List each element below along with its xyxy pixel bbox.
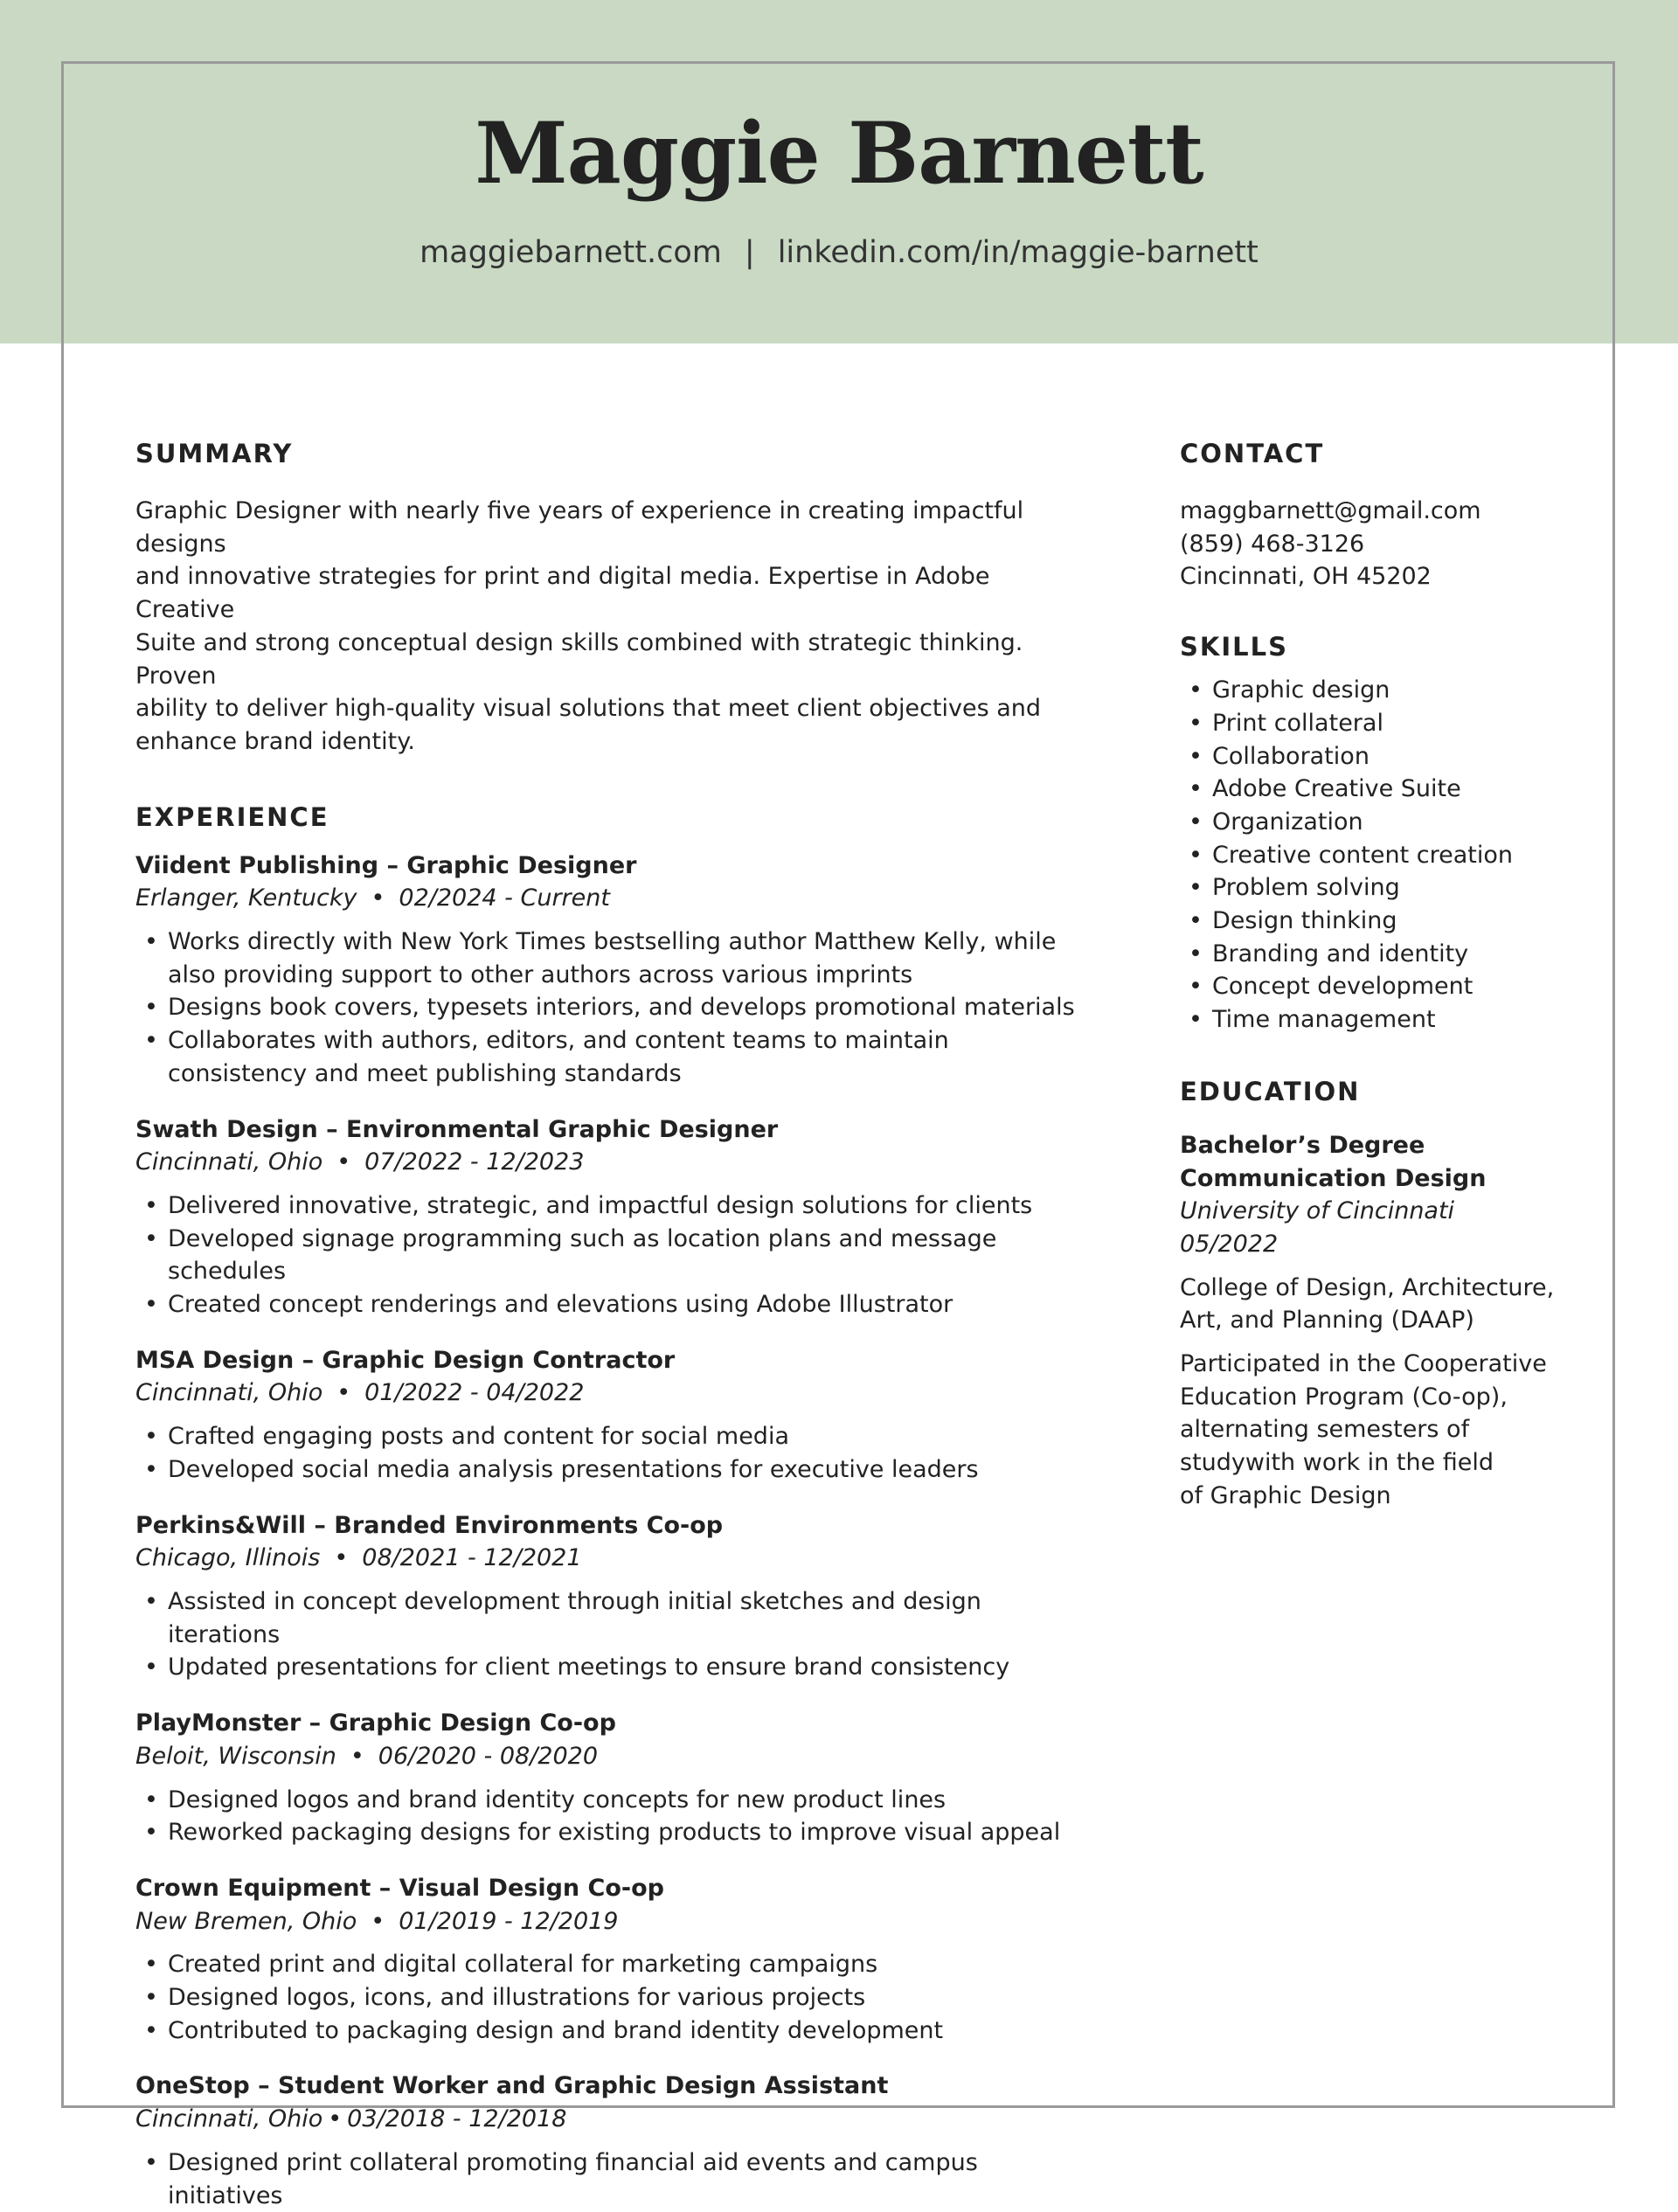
job-bullet: • Designs book covers, typesets interiors, and develops promotional materials — [135, 991, 1088, 1024]
skill-item: • Problem solving — [1180, 871, 1591, 905]
job-location: Cincinnati, Ohio — [135, 1148, 323, 1176]
website-link[interactable]: maggiebarnett.com — [420, 235, 722, 270]
job-bullets — [135, 1189, 1088, 1321]
summary-line: enhance brand identity. — [135, 727, 415, 755]
skill-item: • Organization — [1180, 806, 1591, 839]
summary-line: and innovative strategies for print and digital media. Expertise in Adobe Creative — [135, 563, 990, 624]
job-location: Beloit, Wisconsin — [135, 1742, 336, 1770]
degree-line: Communication Design — [1180, 1164, 1487, 1192]
job-location: New Bremen, Ohio — [135, 1907, 357, 1935]
skill-item: • Creative content creation — [1180, 839, 1591, 872]
contact-email[interactable]: maggbarnett@gmail.com — [1180, 497, 1481, 524]
job-dates: 01/2022 - 04/2022 — [364, 1379, 585, 1407]
bullet-separator: • — [336, 1148, 351, 1176]
job-bullets — [135, 1948, 1088, 2047]
job-title: Perkins&Will – Branded Environments Co-op — [135, 1511, 724, 1539]
skill-item: • Time management — [1180, 1003, 1591, 1037]
education-degree — [1180, 1129, 1591, 1195]
summary-line: ability to deliver high-quality visual solutions that meet client objectives and — [135, 695, 1042, 723]
job-title: Swath Design – Environmental Graphic Designer — [135, 1115, 779, 1143]
college-line: Art, and Planning (DAAP) — [1180, 1307, 1474, 1335]
job-meta — [135, 1146, 1088, 1179]
job-title: MSA Design – Graphic Design Contractor — [135, 1346, 676, 1374]
job-dates: 06/2020 - 08/2020 — [378, 1742, 599, 1770]
degree-line: Bachelor’s Degree — [1180, 1131, 1425, 1159]
summary-heading: SUMMARY — [135, 439, 294, 468]
education-coop — [1180, 1348, 1591, 1513]
skill-item: • Print collateral — [1180, 707, 1591, 740]
coop-line: of Graphic Design — [1180, 1481, 1391, 1509]
coop-line: studywith work in the field — [1180, 1449, 1494, 1477]
job-bullets — [135, 1585, 1088, 1684]
job-meta — [135, 882, 1088, 915]
header-contact-line — [0, 234, 1678, 271]
job-bullet: • Developed signage programming such as location plans and message schedules — [135, 1223, 1088, 1288]
job-bullet: • Designed logos, icons, and illustrations for various projects — [135, 1981, 1088, 2014]
job-bullets — [135, 1420, 1088, 1486]
job-entry — [135, 2070, 1088, 2212]
summary-line: Suite and strong conceptual design skills combined with strategic thinking. Proven — [135, 628, 1023, 690]
job-bullets — [135, 1784, 1088, 1849]
experience-section — [135, 801, 1088, 2212]
job-bullet: • Delivered innovative, strategic, and impactful design solutions for clients — [135, 1189, 1088, 1223]
job-bullet: • Designed print collateral promoting financial aid events and campus initiatives — [135, 2146, 1088, 2212]
skill-item: • Collaboration — [1180, 740, 1591, 773]
job-dates: 08/2021 - 12/2021 — [362, 1544, 582, 1572]
summary-line: Graphic Designer with nearly five years of experience in creating impactful designs — [135, 497, 1024, 558]
right-column — [1180, 437, 1591, 1513]
education-date: 05/2022 — [1180, 1230, 1279, 1258]
education-school: University of Cincinnati — [1180, 1197, 1455, 1225]
job-dates: 03/2018 - 12/2018 — [347, 2105, 567, 2133]
job-entry — [135, 1509, 1088, 1685]
job-bullet: • Updated presentations for client meetings to ensure brand consistency — [135, 1651, 1088, 1684]
job-bullets — [135, 2146, 1088, 2212]
job-entry — [135, 1344, 1088, 1487]
job-bullet: • Designed logos and brand identity concepts for new product lines — [135, 1784, 1088, 1817]
job-entry — [135, 1113, 1088, 1321]
job-meta — [135, 1542, 1088, 1575]
contact-heading: CONTACT — [1180, 439, 1325, 468]
bullet-separator: • — [371, 1907, 385, 1935]
skills-heading: SKILLS — [1180, 632, 1288, 662]
job-location: Cincinnati, Ohio — [135, 2105, 323, 2133]
skill-item: • Graphic design — [1180, 674, 1591, 707]
job-title: Viident Publishing – Graphic Designer — [135, 851, 637, 879]
job-entry — [135, 849, 1088, 1091]
job-dates: 01/2019 - 12/2019 — [399, 1907, 619, 1935]
job-title: Crown Equipment – Visual Design Co-op — [135, 1874, 664, 1902]
job-location: Cincinnati, Ohio — [135, 1379, 323, 1407]
job-bullet: • Developed social media analysis presentations for executive leaders — [135, 1453, 1088, 1487]
contact-phone[interactable]: (859) 468-3126 — [1180, 530, 1365, 558]
bullet-separator: • — [334, 1544, 349, 1572]
education-college — [1180, 1272, 1591, 1337]
bullet-separator: • — [350, 1742, 364, 1770]
job-location: Erlanger, Kentucky — [135, 884, 357, 912]
job-title: PlayMonster – Graphic Design Co-op — [135, 1709, 616, 1737]
coop-line: alternating semesters of — [1180, 1416, 1470, 1444]
skill-item: • Concept development — [1180, 970, 1591, 1003]
linkedin-link[interactable]: linkedin.com/in/maggie-barnett — [777, 235, 1258, 270]
education-heading: EDUCATION — [1180, 1076, 1361, 1106]
bullet-separator: • — [328, 2105, 343, 2133]
experience-heading: EXPERIENCE — [135, 801, 329, 832]
job-dates: 07/2022 - 12/2023 — [364, 1148, 585, 1176]
job-meta — [135, 2103, 1088, 2136]
coop-line: Participated in the Cooperative — [1180, 1350, 1547, 1378]
job-meta — [135, 1376, 1088, 1410]
job-bullets — [135, 926, 1088, 1091]
contact-address: Cincinnati, OH 45202 — [1180, 563, 1432, 591]
job-bullet: • Created print and digital collateral for marketing campaigns — [135, 1948, 1088, 1981]
summary-text — [135, 495, 1088, 759]
job-meta — [135, 1740, 1088, 1773]
job-dates: 02/2024 - Current — [399, 884, 610, 912]
contact-block — [1180, 495, 1591, 593]
college-line: College of Design, Architecture, — [1180, 1273, 1555, 1301]
left-column — [135, 437, 1088, 2212]
bullet-separator: • — [371, 884, 385, 912]
coop-line: Education Program (Co-op), — [1180, 1383, 1508, 1411]
skill-item: • Branding and identity — [1180, 938, 1591, 971]
skill-item: • Adobe Creative Suite — [1180, 773, 1591, 806]
job-entry — [135, 1872, 1088, 2048]
job-bullet: • Collaborates with authors, editors, and content teams to maintain consistency and meet publishing standards — [135, 1024, 1088, 1090]
job-entry — [135, 1707, 1088, 1849]
job-bullet: • Reworked packaging designs for existing products to improve visual appeal — [135, 1816, 1088, 1849]
job-bullet: • Assisted in concept development through initial sketches and design iterations — [135, 1585, 1088, 1651]
job-title: OneStop – Student Worker and Graphic Design Assistant — [135, 2072, 889, 2100]
job-bullet: • Contributed to packaging design and brand identity development — [135, 2014, 1088, 2048]
job-bullet: • Crafted engaging posts and content for social media — [135, 1420, 1088, 1453]
bullet-separator: • — [336, 1379, 351, 1407]
candidate-name: Maggie Barnett — [475, 104, 1203, 203]
job-meta — [135, 1905, 1088, 1938]
job-bullet: • Created concept renderings and elevations using Adobe Illustrator — [135, 1288, 1088, 1321]
skill-item: • Design thinking — [1180, 905, 1591, 938]
job-location: Chicago, Illinois — [135, 1544, 321, 1572]
job-bullet: • Works directly with New York Times bestselling author Matthew Kelly, while also providing support to other authors across various imprints — [135, 926, 1088, 991]
skills-list — [1180, 674, 1591, 1037]
header-separator: | — [744, 235, 755, 270]
